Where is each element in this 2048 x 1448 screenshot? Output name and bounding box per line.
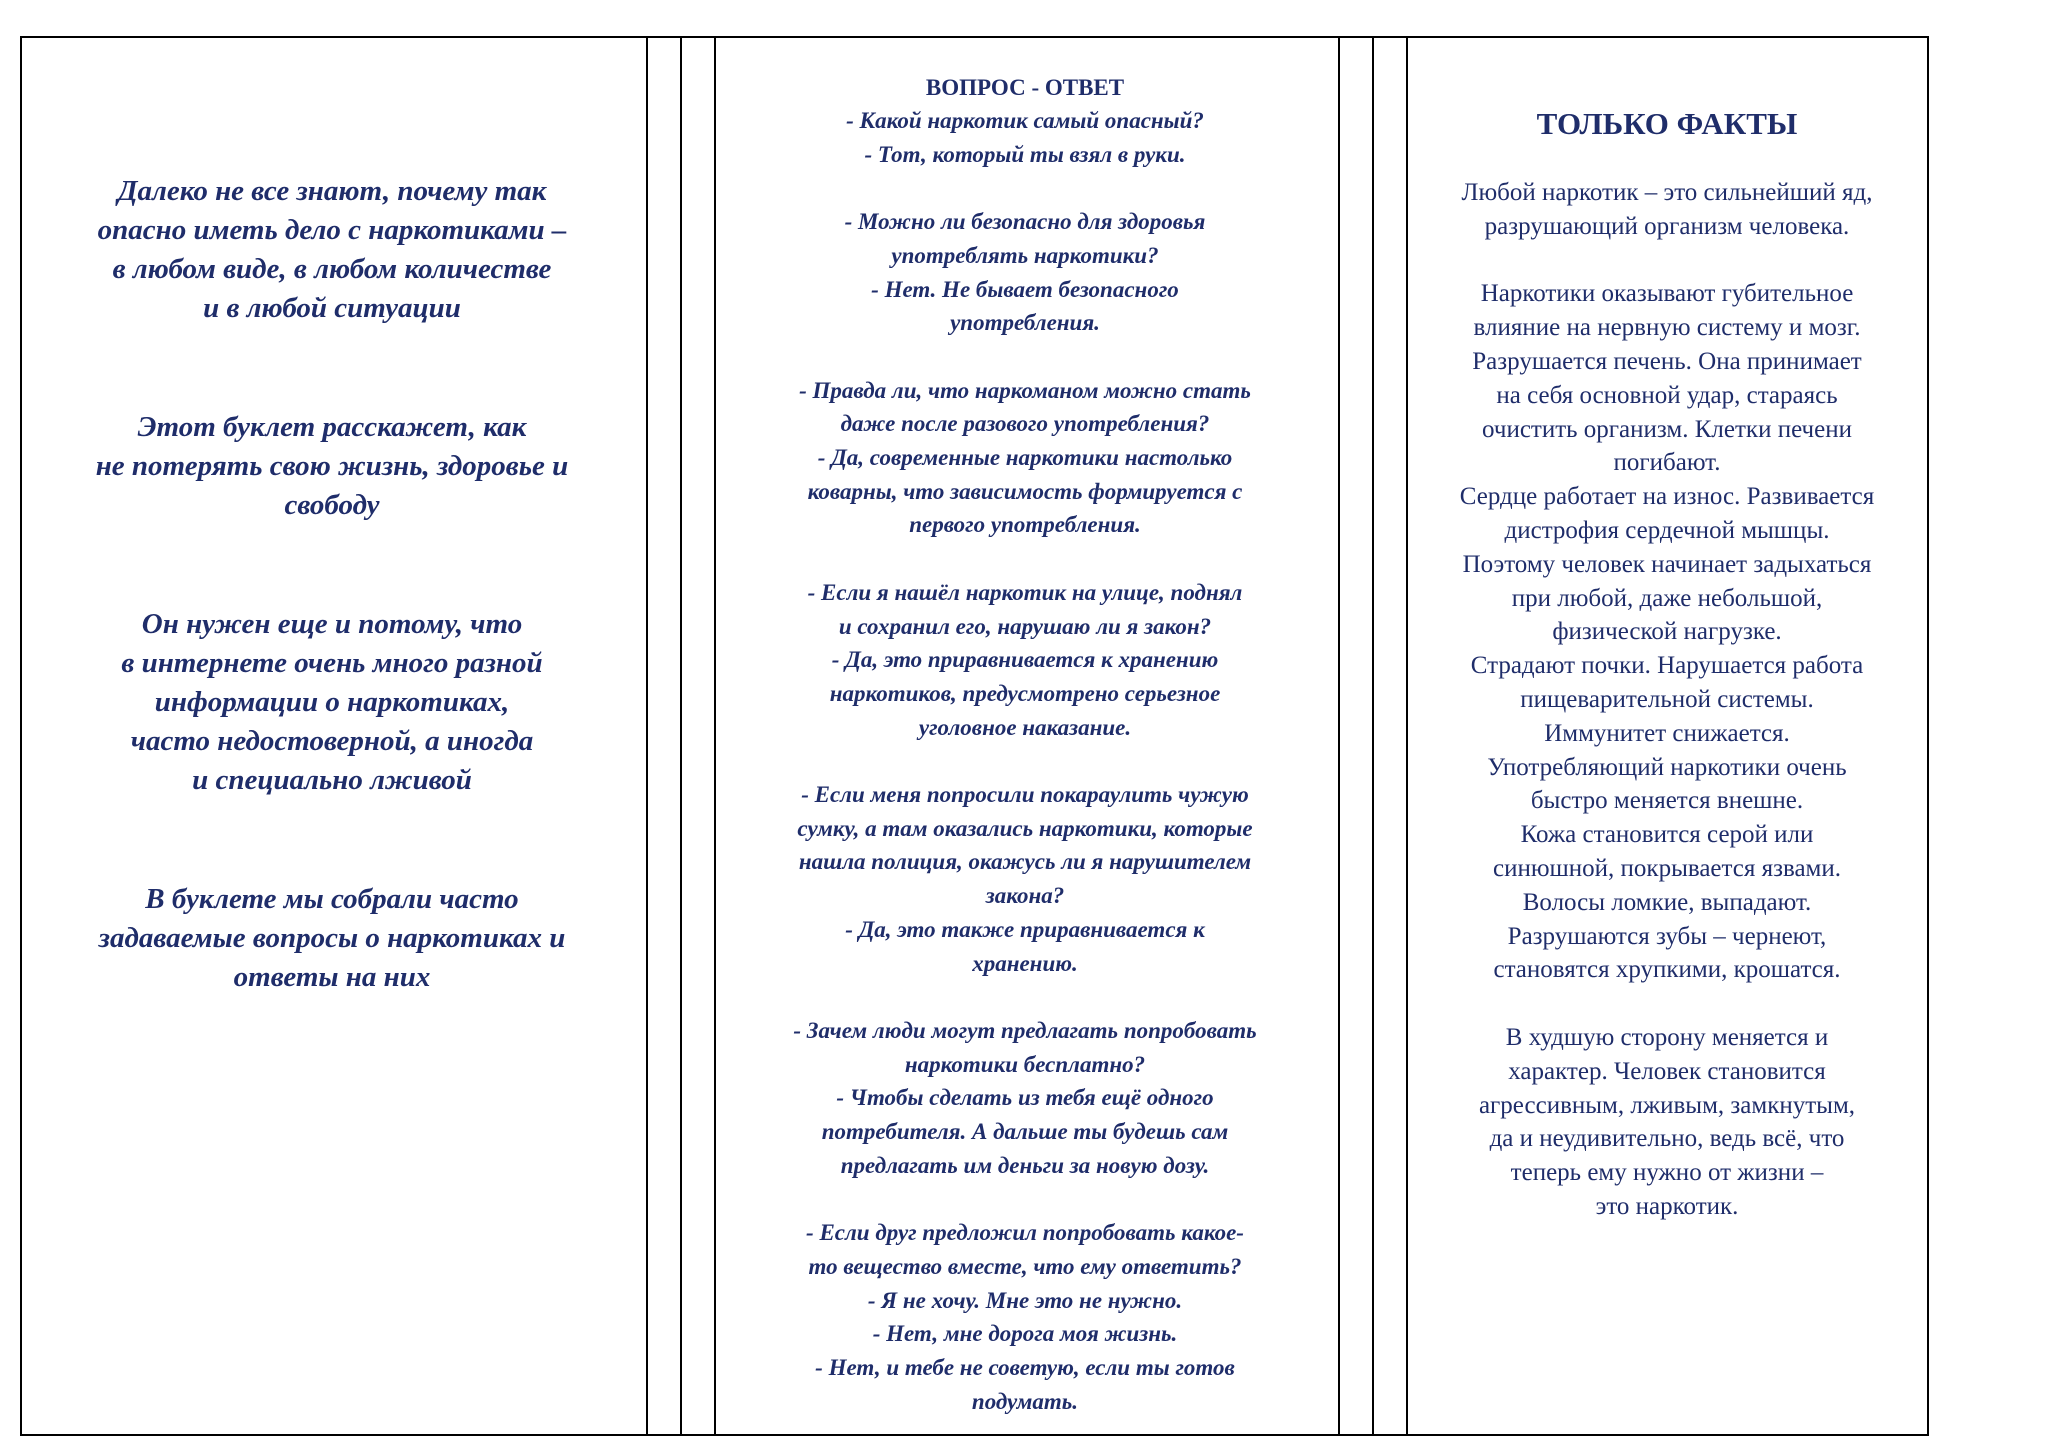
qa-item: - Правда ли, что наркоманом можно стать даже после разового употребления? - Да, современные наркотики настолько коварны, что зависимость формируется с первого употребления. xyxy=(799,377,1251,538)
facts-title: ТОЛЬКО ФАКТЫ xyxy=(1536,106,1798,141)
fold-line-1a xyxy=(646,36,648,1436)
facts-panel xyxy=(1408,38,1926,1434)
qa-item: - Если я нашёл наркотик на улице, поднял и сохранил его, нарушаю ли я закон? - Да, это приравнивается к хранению наркотиков, предусмотрено серьезное уголовное наказание. xyxy=(807,579,1243,740)
facts-paragraph: В худшую сторону меняется и характер. Человек становится агрессивным, лживым, замкнутым, да и неудивительно, ведь всё, что теперь ему нужно от жизни – это наркотик. xyxy=(1478,1023,1856,1220)
intro-paragraph: Далеко не все знают, почему так опасно иметь дело с наркотиками – в любом виде, в любом количестве и в любой ситуации xyxy=(97,175,567,324)
intro-paragraph: Он нужен еще и потому, что в интернете очень много разной информации о наркотиках, часто недостоверной, а иногда и специально лживой xyxy=(121,608,543,796)
qa-panel xyxy=(712,38,1338,1434)
qa-item: - Зачем люди могут предлагать попробовать наркотики бесплатно? - Чтобы сделать из тебя ещё одного потребителя. А дальше ты будешь сам предлагать им деньги за новую дозу. xyxy=(793,1017,1257,1178)
fold-line-2a xyxy=(1338,36,1340,1436)
fold-line-2b xyxy=(1372,36,1374,1436)
qa-item: - Можно ли безопасно для здоровья употреблять наркотики? - Нет. Не бывает безопасного употребления. xyxy=(844,209,1206,336)
intro-paragraph: В буклете мы собрали часто задаваемые вопросы о наркотиках и ответы на них xyxy=(98,883,566,993)
facts-paragraph: Наркотики оказывают губительное влияние на нервную систему и мозг. Разрушается печень. Она принимает на себя основной удар, стараясь очистить организм. Клетки печени погибают. Сердце работает на износ. Развивается дистрофия сердечной мышцы. Поэтому человек начинает задыхаться при любой, даже небольшой, физической нагрузке. Страдают почки. Нарушается работа пищеварительной системы. Иммунитет снижается. Употребляющий наркотики очень быстро меняется внешне. Кожа становится серой или синюшной, покрывается язвами. Волосы ломкие, выпадают. Разрушаются зубы – чернеют, становятся хрупкими, крошатся. xyxy=(1459,280,1875,984)
qa-item: - Если меня попросили покараулить чужую сумку, а там оказались наркотики, которые нашла полиция, окажусь ли я нарушителем закона? - Да, это также приравнивается к хранению. xyxy=(797,782,1253,976)
intro-paragraph: Этот буклет расскажет, как не потерять свою жизнь, здоровье и свободу xyxy=(95,411,569,521)
qa-item: - Какой наркотик самый опасный? - Тот, который ты взял в руки. xyxy=(846,108,1204,167)
intro-panel xyxy=(22,38,642,1434)
qa-title: ВОПРОС - ОТВЕТ xyxy=(925,75,1125,100)
fold-line-1b xyxy=(680,36,682,1436)
facts-paragraph: Любой наркотик – это сильнейший яд, разрушающий организм человека. xyxy=(1461,179,1873,240)
qa-item: - Если друг предложил попробовать какое- то вещество вместе, что ему ответить? - Я не хочу. Мне это не нужно. - Нет, мне дорога моя жизнь. - Нет, и тебе не советую, если ты готов подумать. xyxy=(806,1220,1244,1414)
